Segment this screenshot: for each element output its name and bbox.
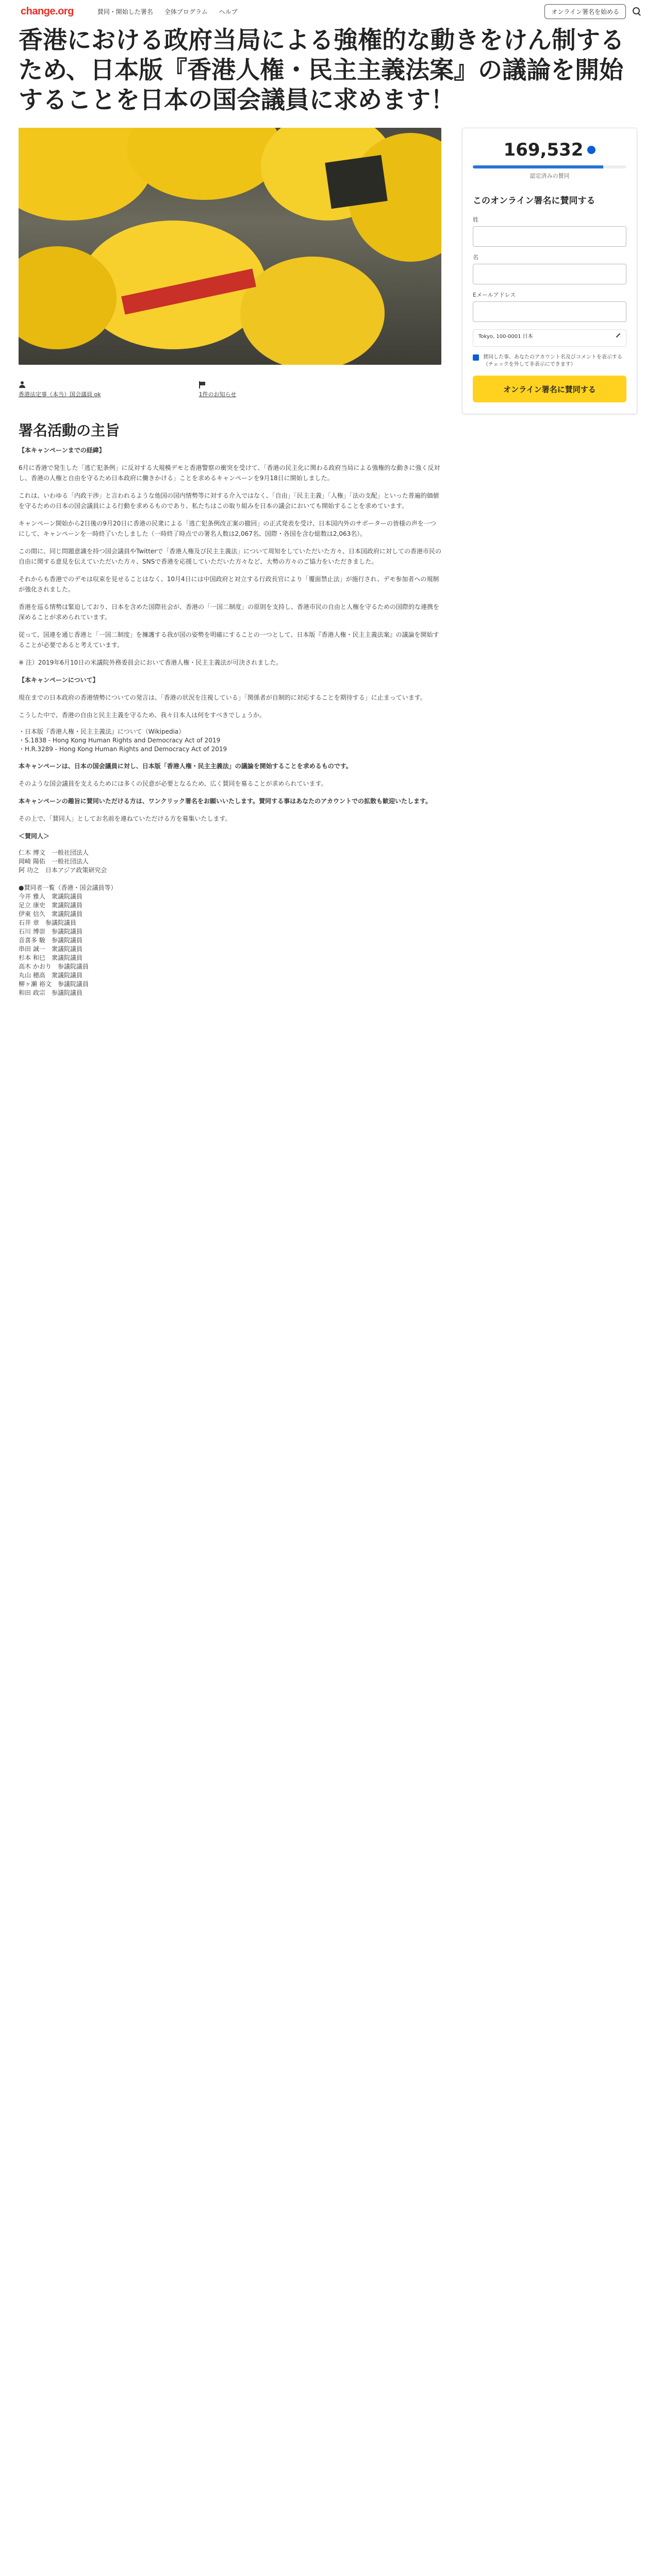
body-paragraph: キャンペーン開始から2日後の9月20日に香港の民衆による「逃亡犯条例改正案の撤回」の正式発表を受け、日本国内外のサポーターの皆様の声を一つにして、キャンペーンを一時終了いたしました（一時終了時点での署名人数は2,067名、国際・各国を含む総数は2,063名）。 xyxy=(19,520,436,537)
body-paragraph: 本キャンペーンは、日本の国会議員に対し、日本版「香港人権・民主主義法」の議論を開始することを求めるものです。 xyxy=(19,762,352,770)
consent-checkbox[interactable] xyxy=(473,354,479,361)
body-paragraph: 6月に香港で発生した「逃亡犯条例」に反対する大規模デモと香港警察の衝突を受けて、「香港の民主化に関わる政府当局による強権的な動きに強く反対し、香港の人権と自由を守るため日本政府に働きかける」ことを求めるキャンペーンを9月18日に開始しました。 xyxy=(19,464,440,482)
first-name-field[interactable] xyxy=(473,226,626,247)
reference-links[interactable]: ・日本版『香港人権・民主主義法』について（Wikipedia） ・S.1838 - Hong Kong Human Rights and Democracy Act of 2019 ・H.R.3289 - Hong Kong Human Rights and Democracy Act of 2019 xyxy=(19,728,227,753)
petition-title: 香港における政府当局による強権的な動きをけん制するため、日本版『香港人権・民主主義法案』の議論を開始することを日本の国会議員に求めます！ xyxy=(19,26,624,114)
person-icon xyxy=(19,381,26,388)
sign-button[interactable]: オンライン署名に賛同する xyxy=(473,376,626,402)
body-paragraph: 従って、国連を通じ香港と「一国二制度」を擁護する我が国の姿勢を明確にすることの一つとして、日本版『香港人権・民主主義法案』の議論を開始することが必要であると考えています。 xyxy=(19,631,439,649)
body-paragraph: それからも香港でのデモは収束を見せることはなく、10月4日には中国政府と対立する行政長官により「覆面禁止法」が施行され、デモ参加者への規制が強化されました。 xyxy=(19,575,439,593)
supporters-list: 仁木 博文 一般社団法人 岡崎 陽佑 一般社団法人 阿 功之 日本アジア政策研究会 ●賛同者一覧（香港・国会議員等） 今井 雅人 衆議院議員 足立 康史 衆議院議員 伊東 信久 衆議院議員 石井 章 参議院議員 石川 博崇 参議院議員 音喜多 駿 参議院議員 串田 誠一 衆議院議員 杉本 和巳 衆議院議員 高木 かおり 参議院議員 丸山 穂高 衆議院議員 柳ヶ瀬 裕文 参議院議員 和田 政宗 参議院議員 xyxy=(19,849,117,996)
verified-icon xyxy=(587,146,595,154)
last-name-label: 名 xyxy=(473,254,478,261)
consent-row[interactable] xyxy=(473,354,626,368)
body-paragraph: 香港を巡る情勢は緊迫しており、日本を含めた国際社会が、香港の「一国二制度」の原則を支持し、香港市民の自由と人権を守るための国際的な連携を深めることが求められています。 xyxy=(19,603,440,621)
body-paragraph: これは、いわゆる「内政干渉」と言われるような他国の国内情勢等に対する介入ではなく、「自由」「民主主義」「人権」「法の支配」といった普遍的価値を守るための日本の国会議員による行動を求めるものであり、私たちはこの取り組みを日本の議会においても開始することを求めています。 xyxy=(19,492,439,510)
petition-starter[interactable]: 香港法定事（本当）国会議員 ok xyxy=(19,391,101,398)
email-label: Eメールアドレス xyxy=(473,292,516,298)
site-logo[interactable]: change.org xyxy=(21,5,74,17)
search-icon[interactable] xyxy=(632,7,641,16)
petition-updates[interactable]: 1件のお知らせ xyxy=(198,391,237,398)
body-paragraph: この間に、同じ問題意識を持つ国会議員やTwitterで「香港人権及び民主主義法」について周知をしていただいた方々、日本国政府に対しての香港市民の自由に関する意見を伝えていただいた方々、SNSで香港を応援していただいた方々など、大勢の方々のご協力をいただきました。 xyxy=(19,548,441,565)
location-value: Tokyo, 100-0001 日本 xyxy=(478,334,533,340)
edit-icon[interactable] xyxy=(616,333,620,337)
sign-form-title: このオンライン署名に賛同する xyxy=(473,196,595,206)
nav-my-petitions[interactable]: 賛同・開始した署名 xyxy=(97,8,153,15)
last-name-field[interactable] xyxy=(473,264,626,284)
email-field[interactable] xyxy=(473,301,626,322)
top-nav xyxy=(97,7,238,16)
body-paragraph: そのような国会議員を支えるためには多くの民意が必要となるため、広く賛同を募ることが求められています。 xyxy=(19,780,327,787)
first-name-label: 姓 xyxy=(473,216,478,223)
signature-count: 169,532 xyxy=(503,140,584,160)
consent-text: 賛同した事、あなたのアカウント名及びコメントを表示する（チェックを外して非表示にできます） xyxy=(483,354,622,367)
nav-help[interactable]: ヘルプ xyxy=(219,8,238,15)
petition-photo xyxy=(19,128,441,365)
sign-box xyxy=(462,128,637,414)
nav-programs[interactable]: 全体プログラム xyxy=(164,8,208,15)
location-select[interactable] xyxy=(473,329,626,347)
progress-bar xyxy=(473,165,626,168)
petition-main xyxy=(19,128,441,1005)
top-header xyxy=(0,0,662,23)
body-paragraph: 本キャンペーンの趣旨に賛同いただける方は、ワンクリック署名をお願いいたします。賛同する事はあなたのアカウントでの拡散も歓迎いたします。 xyxy=(19,798,432,805)
body-paragraph: 【本キャンペーンについて】 xyxy=(19,676,99,684)
section-title: 署名活動の主旨 xyxy=(19,422,120,439)
body-paragraph: こうした中で、香港の自由と民主主義を守るため、我々日本人は何をすべきでしょうか。 xyxy=(19,711,266,719)
progress-fill xyxy=(473,165,603,168)
flag-icon xyxy=(199,381,206,388)
supporters-label: ＜賛同人＞ xyxy=(19,833,50,840)
body-paragraph: 【本キャンペーンまでの経緯】 xyxy=(19,447,105,454)
body-paragraph: その上で、「賛同人」としてお名前を連ねていただける方を募集いたします。 xyxy=(19,815,231,822)
sign-sidebar xyxy=(462,128,637,1005)
petition-body xyxy=(19,445,441,997)
start-petition-button[interactable]: オンライン署名を始める xyxy=(544,4,626,19)
body-paragraph: 現在までの日本政府の香港情勢についての発言は、「香港の状況を注視している」「関係者が自制的に対応することを期待する」に止まっています。 xyxy=(19,694,426,701)
petition-meta xyxy=(19,381,441,399)
signature-count-label: 認定済みの賛同 xyxy=(529,173,570,179)
body-paragraph: ※ 注）2019年6月10日の米議院外務委員会において香港人権・民主主義法が可決されました。 xyxy=(19,659,283,666)
